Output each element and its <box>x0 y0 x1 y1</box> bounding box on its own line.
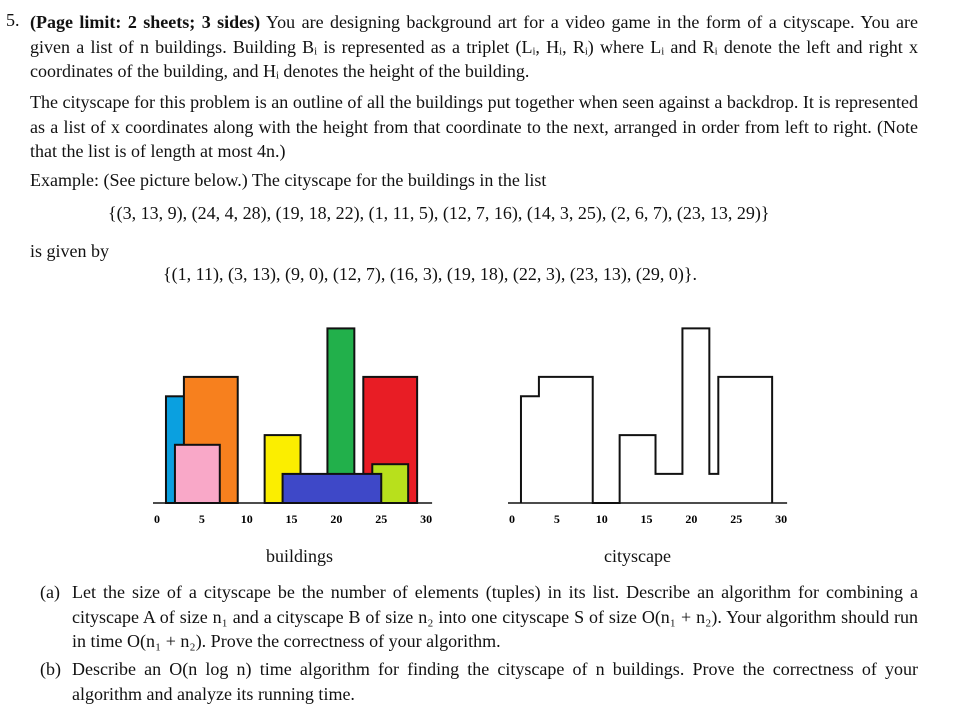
buildings-tick-label: 0 <box>154 512 160 526</box>
cityscape-tick-label: 20 <box>685 512 698 526</box>
buildings-tick-label: 30 <box>420 512 433 526</box>
building-rect <box>175 445 220 503</box>
buildings-tick-label: 25 <box>375 512 388 526</box>
problem-number: 5. <box>6 10 20 30</box>
caption-cityscape: cityscape <box>604 546 671 566</box>
buildings-tick-label: 15 <box>285 512 298 526</box>
problem-intro <box>30 10 918 84</box>
cityscape-tick-label: 0 <box>509 512 515 526</box>
cityscape-tick-label: 25 <box>730 512 743 526</box>
given-by-text: is given by <box>30 241 109 261</box>
example-text: Example: (See picture below.) The cityscape for the buildings in the list <box>30 170 547 190</box>
figure <box>0 310 978 540</box>
part-a-text: Let the size of a cityscape be the number of elements (tuples) in its list. Describe an algorithm for combining a cityscape A of size n₁ and a cityscape B of size n₂ into one cityscape S of size O(n₁ + n₂). Your algorithm should run in time O(n₁ + n₂). Prove the correctness of your algorithm. <box>72 582 918 651</box>
part-b-text: Describe an O(n log n) time algorithm for finding the cityscape of n buildings. Prove the correctness of your algorithm and analyze its running time. <box>72 659 918 704</box>
part-b-label: (b) <box>40 659 61 679</box>
cityscape-tick-label: 15 <box>640 512 653 526</box>
intro-text: You are designing background art for a video game in the form of a cityscape. You are given a list of n buildings. Building Bᵢ is represented as a triplet (Lᵢ, Hᵢ, Rᵢ) where Lᵢ and Rᵢ denote the left and right x coordinates of the building, and Hᵢ denotes the height of the building. <box>30 12 918 81</box>
part-a <box>40 580 918 654</box>
part-a-label: (a) <box>40 582 60 602</box>
cityscape-set: {(1, 11), (3, 13), (9, 0), (12, 7), (16, 3), (19, 18), (22, 3), (23, 13), (29, 0)}. <box>163 264 698 284</box>
cityscape-tick-label: 5 <box>553 512 560 526</box>
cityscape-tick-label: 10 <box>595 512 608 526</box>
problem-para2: The cityscape for this problem is an outline of all the buildings put together when seen against a backdrop. It is represented as a list of x coordinates along with the height from that coordinate to the next, arranged in order from left to right. (Note that the list is of length at most 4n.) <box>30 92 918 161</box>
caption-buildings: buildings <box>266 546 334 566</box>
buildings-tick-label: 10 <box>240 512 253 526</box>
page-limit: (Page limit: 2 sheets; 3 sides) <box>30 12 261 32</box>
part-b <box>40 657 918 706</box>
buildings-tick-label: 5 <box>198 512 205 526</box>
cityscape-tick-label: 30 <box>775 512 788 526</box>
buildings-tick-label: 20 <box>330 512 343 526</box>
cityscape-outline <box>521 328 772 503</box>
buildings-set: {(3, 13, 9), (24, 4, 28), (19, 18, 22), (1, 11, 5), (12, 7, 16), (14, 3, 25), (2, 6, 7), (23, 13, 29)} <box>108 203 770 223</box>
building-rect <box>283 474 382 503</box>
